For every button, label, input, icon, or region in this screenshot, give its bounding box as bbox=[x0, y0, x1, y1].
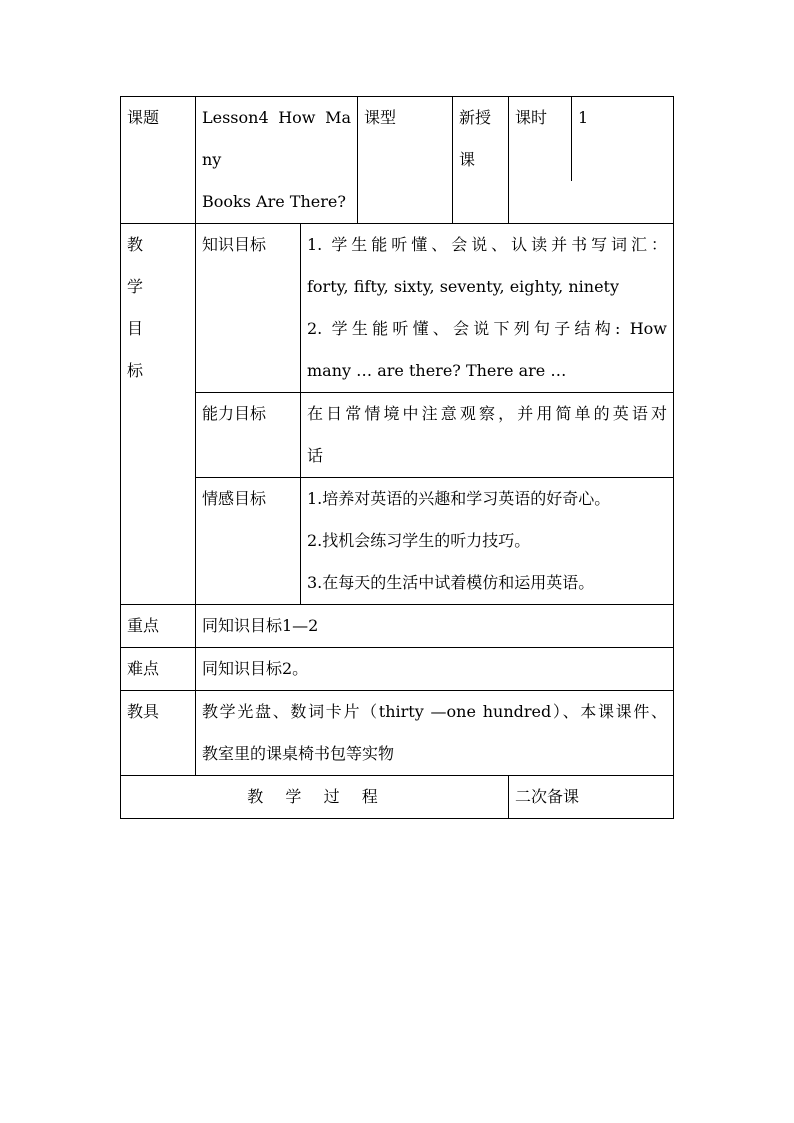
topic-label: 课题 bbox=[121, 97, 196, 224]
period-cell bbox=[509, 97, 674, 224]
ability-line-1: 在日常情境中注意观察，并用简单的英语对 bbox=[307, 404, 668, 423]
knowledge-objective-content bbox=[301, 224, 674, 393]
ability-objective-content bbox=[301, 393, 674, 478]
emotion-objective-row bbox=[121, 478, 674, 605]
lesson-type-value: 新授课 bbox=[453, 97, 509, 224]
tools-label: 教具 bbox=[121, 691, 196, 776]
objectives-label-char-3: 目 bbox=[127, 319, 144, 338]
emotion-objective-content bbox=[301, 478, 674, 605]
process-row bbox=[121, 776, 674, 819]
knowledge-objective-label: 知识目标 bbox=[196, 224, 301, 393]
objectives-label-char-4: 标 bbox=[127, 361, 144, 380]
teaching-process-label: 教 学 过 程 bbox=[121, 776, 509, 819]
period-value: 1 bbox=[578, 108, 589, 127]
key-point-value: 同知识目标1—2 bbox=[196, 605, 674, 648]
emotion-objective-label: 情感目标 bbox=[196, 478, 301, 605]
tools-line-2: 教室里的课桌椅书包等实物 bbox=[202, 744, 395, 763]
difficulty-label: 难点 bbox=[121, 648, 196, 691]
key-point-row bbox=[121, 605, 674, 648]
knowledge-objective-row bbox=[121, 224, 674, 393]
difficulty-row bbox=[121, 648, 674, 691]
lesson-type-label: 课型 bbox=[358, 97, 453, 224]
period-label: 课时 bbox=[509, 97, 572, 181]
emotion-line-2: 2.找机会练习学生的听力技巧。 bbox=[307, 531, 531, 550]
knowledge-line-1: 1. 学生能听懂、会说、认读并书写词汇： bbox=[307, 235, 668, 254]
knowledge-line-3: 2. 学生能听懂、会说下列句子结构: How bbox=[307, 319, 668, 338]
emotion-line-1: 1.培养对英语的兴趣和学习英语的好奇心。 bbox=[307, 489, 611, 508]
topic-line-2: Books Are There? bbox=[202, 192, 346, 211]
ability-line-2: 话 bbox=[307, 446, 324, 465]
topic-line-1: Lesson4 How Many bbox=[202, 108, 352, 169]
difficulty-value: 同知识目标2。 bbox=[196, 648, 674, 691]
objectives-label-char-2: 学 bbox=[127, 277, 144, 296]
tools-content bbox=[196, 691, 674, 776]
objectives-label-char-1: 教 bbox=[127, 235, 144, 254]
objectives-label bbox=[121, 224, 196, 605]
emotion-line-3: 3.在每天的生活中试着模仿和运用英语。 bbox=[307, 573, 595, 592]
ability-objective-row bbox=[121, 393, 674, 478]
title-row bbox=[121, 97, 674, 224]
ability-objective-label: 能力目标 bbox=[196, 393, 301, 478]
second-prep-label: 二次备课 bbox=[509, 776, 674, 819]
topic-value bbox=[196, 97, 358, 224]
knowledge-line-4: many … are there? There are … bbox=[307, 361, 567, 380]
lesson-plan-table bbox=[120, 96, 674, 819]
tools-row bbox=[121, 691, 674, 776]
knowledge-line-2: forty, fifty, sixty, seventy, eighty, ninety bbox=[307, 277, 620, 296]
key-point-label: 重点 bbox=[121, 605, 196, 648]
tools-line-1: 教学光盘、数词卡片（thirty —one hundred）、本课课件、 bbox=[202, 702, 668, 721]
